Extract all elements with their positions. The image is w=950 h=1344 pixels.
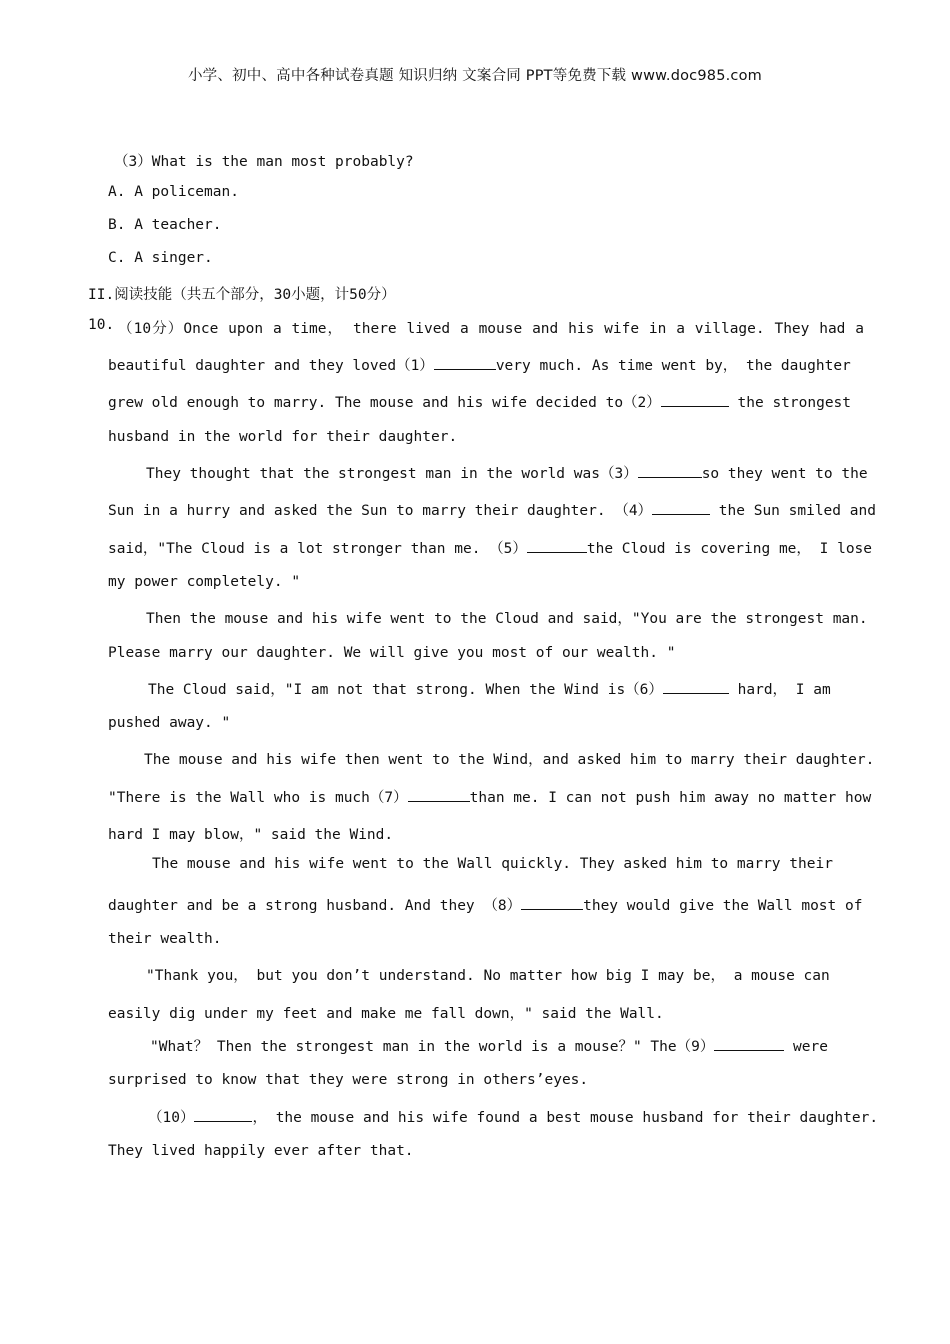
answer-blank-10	[194, 1107, 252, 1122]
passage-line: Then the mouse and his wife went to the Cloud and said，"You are the strongest man.	[146, 611, 868, 627]
question-3-stem: （3）What is the man most probably?	[114, 154, 414, 170]
passage-line: grew old enough to marry. The mouse and his wife decided to（2） the strongest	[108, 391, 851, 412]
passage-line: husband in the world for their daughter.	[108, 429, 458, 445]
passage-line: （10） ， the mouse and his wife found a best mouse husband for their daughter.	[148, 1106, 878, 1127]
passage-line: The Cloud said，"I am not that strong. When the Wind is（6） hard， I am	[148, 678, 831, 699]
passage-line: "What？ Then the strongest man in the world is a mouse？" The（9） were	[150, 1035, 828, 1056]
passage-line: their wealth.	[108, 931, 222, 947]
question-3-option-b: B. A teacher.	[108, 217, 222, 233]
passage-line: "Thank you， but you don’t understand. No matter how big I may be， a mouse can	[146, 968, 830, 984]
passage-line: said，"The Cloud is a lot stronger than me. （5） the Cloud is covering me， I lose	[108, 537, 872, 558]
passage-line: The mouse and his wife then went to the Wind，and asked him to marry their daughter.	[144, 752, 875, 768]
passage-line: beautiful daughter and they loved（1） very much. As time went by， the daughter	[108, 354, 851, 375]
answer-blank-5	[527, 538, 587, 553]
passage-line: easily dig under my feet and make me fall down，" said the Wall.	[108, 1006, 664, 1022]
answer-blank-8	[521, 895, 583, 910]
answer-blank-1	[434, 355, 496, 370]
answer-blank-4	[652, 500, 710, 515]
question-3-option-c: C. A singer.	[108, 250, 213, 266]
question-3-option-a: A. A policeman.	[108, 184, 239, 200]
passage-line: my power completely. "	[108, 574, 301, 590]
passage-line: "There is the Wall who is much（7） than me. I can not push him away no matter how	[108, 786, 871, 807]
answer-blank-3	[638, 463, 702, 478]
section-title: II.阅读技能（共五个部分，30小题，计50分）	[88, 287, 396, 303]
passage-line: surprised to know that they were strong in others’eyes.	[108, 1072, 589, 1088]
question-number: 10.	[88, 317, 115, 333]
answer-blank-9	[714, 1036, 784, 1051]
answer-blank-7	[408, 787, 470, 802]
passage-line: They thought that the strongest man in the world was（3） so they went to the	[146, 462, 868, 483]
passage-line: hard I may blow，" said the Wind.	[108, 827, 394, 843]
passage-line: The mouse and his wife went to the Wall quickly. They asked him to marry their	[152, 856, 833, 872]
passage-line: （10分）Once upon a time， there lived a mouse and his wife in a village. They had a	[118, 321, 864, 337]
page-header: 小学、初中、高中各种试卷真题 知识归纳 文案合同 PPT等免费下载 www.doc985.com	[187, 68, 763, 84]
passage-line: pushed away. "	[108, 715, 231, 731]
passage-line: Please marry our daughter. We will give you most of our wealth. "	[108, 645, 676, 661]
passage-line: daughter and be a strong husband. And they （8） they would give the Wall most of	[108, 894, 862, 915]
answer-blank-2	[661, 392, 729, 407]
answer-blank-6	[663, 679, 729, 694]
passage-line: They lived happily ever after that.	[108, 1143, 414, 1159]
passage-line: Sun in a hurry and asked the Sun to marry their daughter. （4） the Sun smiled and	[108, 499, 876, 520]
